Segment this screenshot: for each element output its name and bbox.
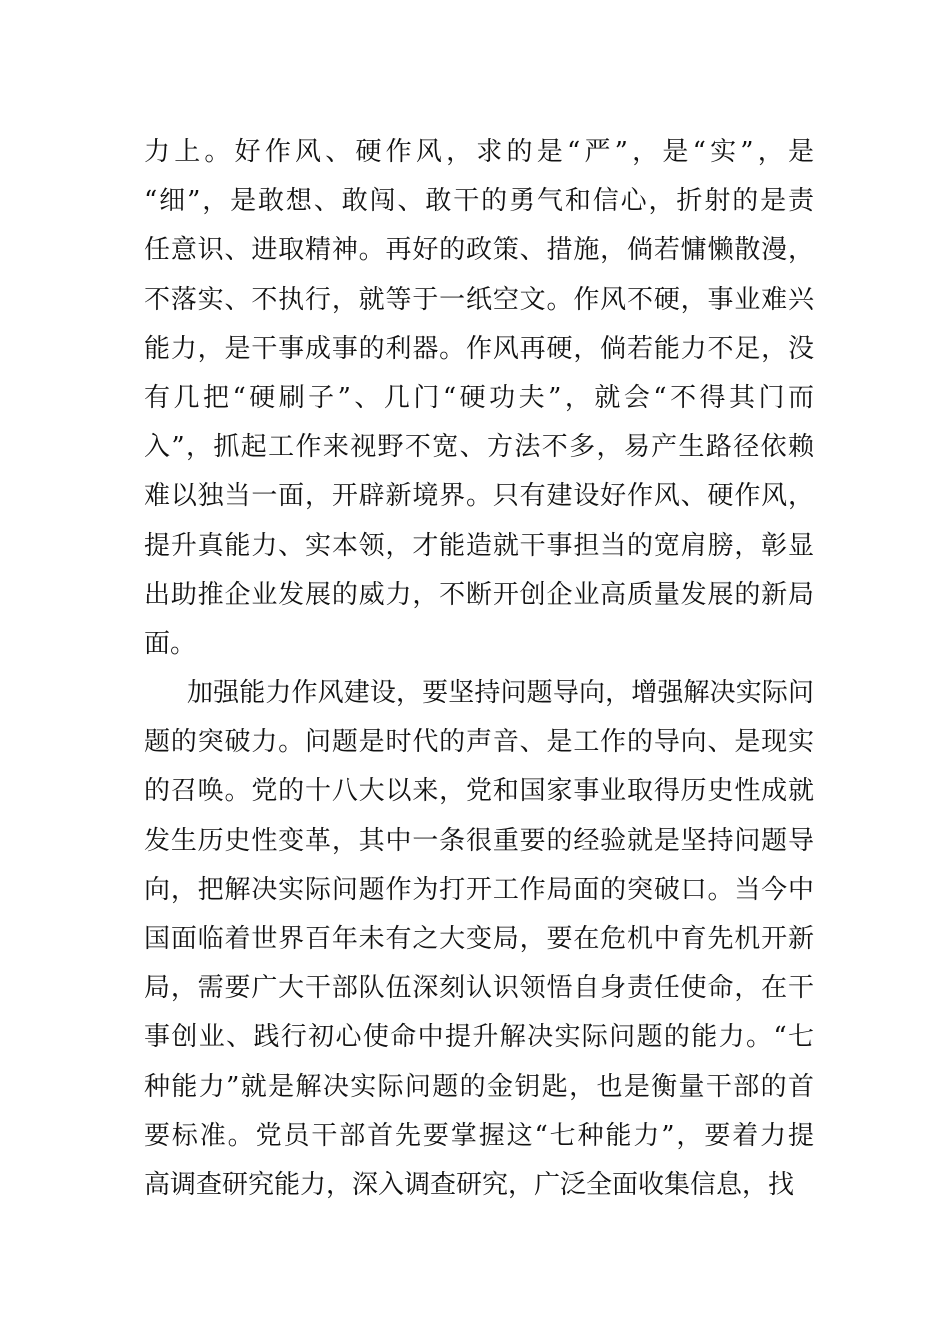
text-line: 的召唤。党的十八大以来，党和国家事业取得历史性成就 [144, 776, 814, 807]
document-body [144, 128, 814, 1210]
text-line: 出助推企业发展的威力，不断开创企业高质量发展的新局 [144, 579, 814, 610]
text-line: 力上。好作风、硬作风，求的是“严”，是“实”，是 [144, 137, 814, 167]
text-line: 面。 [144, 628, 197, 659]
text-line: 加强能力作风建设，要坚持问题导向，增强解决实际问 [187, 678, 814, 709]
text-line: 不落实、不执行，就等于一纸空文。作风不硬，事业难兴 [144, 284, 814, 315]
text-line: “细”，是敢想、敢闯、敢干的勇气和信心，折射的是责 [144, 186, 814, 217]
text-line: 种能力”就是解决实际问题的金钥匙，也是衡量干部的首 [144, 1071, 814, 1102]
text-line: 能力，是干事成事的利器。作风再硬，倘若能力不足，没 [144, 333, 814, 364]
text-line: 要标准。党员干部首先要掌握这“七种能力”，要着力提 [144, 1120, 814, 1151]
text-line: 题的突破力。问题是时代的声音、是工作的导向、是现实 [144, 727, 814, 758]
text-line: 入”，抓起工作来视野不宽、方法不多，易产生路径依赖 [144, 432, 814, 463]
paragraph [144, 669, 814, 1210]
text-line: 向，把解决实际问题作为打开工作局面的突破口。当今中 [144, 874, 814, 905]
text-line: 难以独当一面，开辟新境界。只有建设好作风、硬作风， [144, 481, 814, 512]
paragraph [144, 128, 814, 669]
text-line: 高调查研究能力，深入调查研究，广泛全面收集信息，找 [144, 1169, 795, 1200]
text-line: 提升真能力、实本领，才能造就干事担当的宽肩膀，彰显 [144, 530, 814, 561]
text-line: 有几把“硬刷子”、几门“硬功夫”，就会“不得其门而 [144, 382, 814, 413]
text-line: 国面临着世界百年未有之大变局，要在危机中育先机开新 [144, 924, 814, 954]
text-line: 任意识、进取精神。再好的政策、措施，倘若慵懒散漫， [144, 235, 814, 266]
text-line: 局，需要广大干部队伍深刻认识领悟自身责任使命，在干 [144, 973, 814, 1004]
text-line: 发生历史性变革，其中一条很重要的经验就是坚持问题导 [144, 825, 814, 856]
text-line: 事创业、践行初心使命中提升解决实际问题的能力。“七 [144, 1022, 814, 1053]
